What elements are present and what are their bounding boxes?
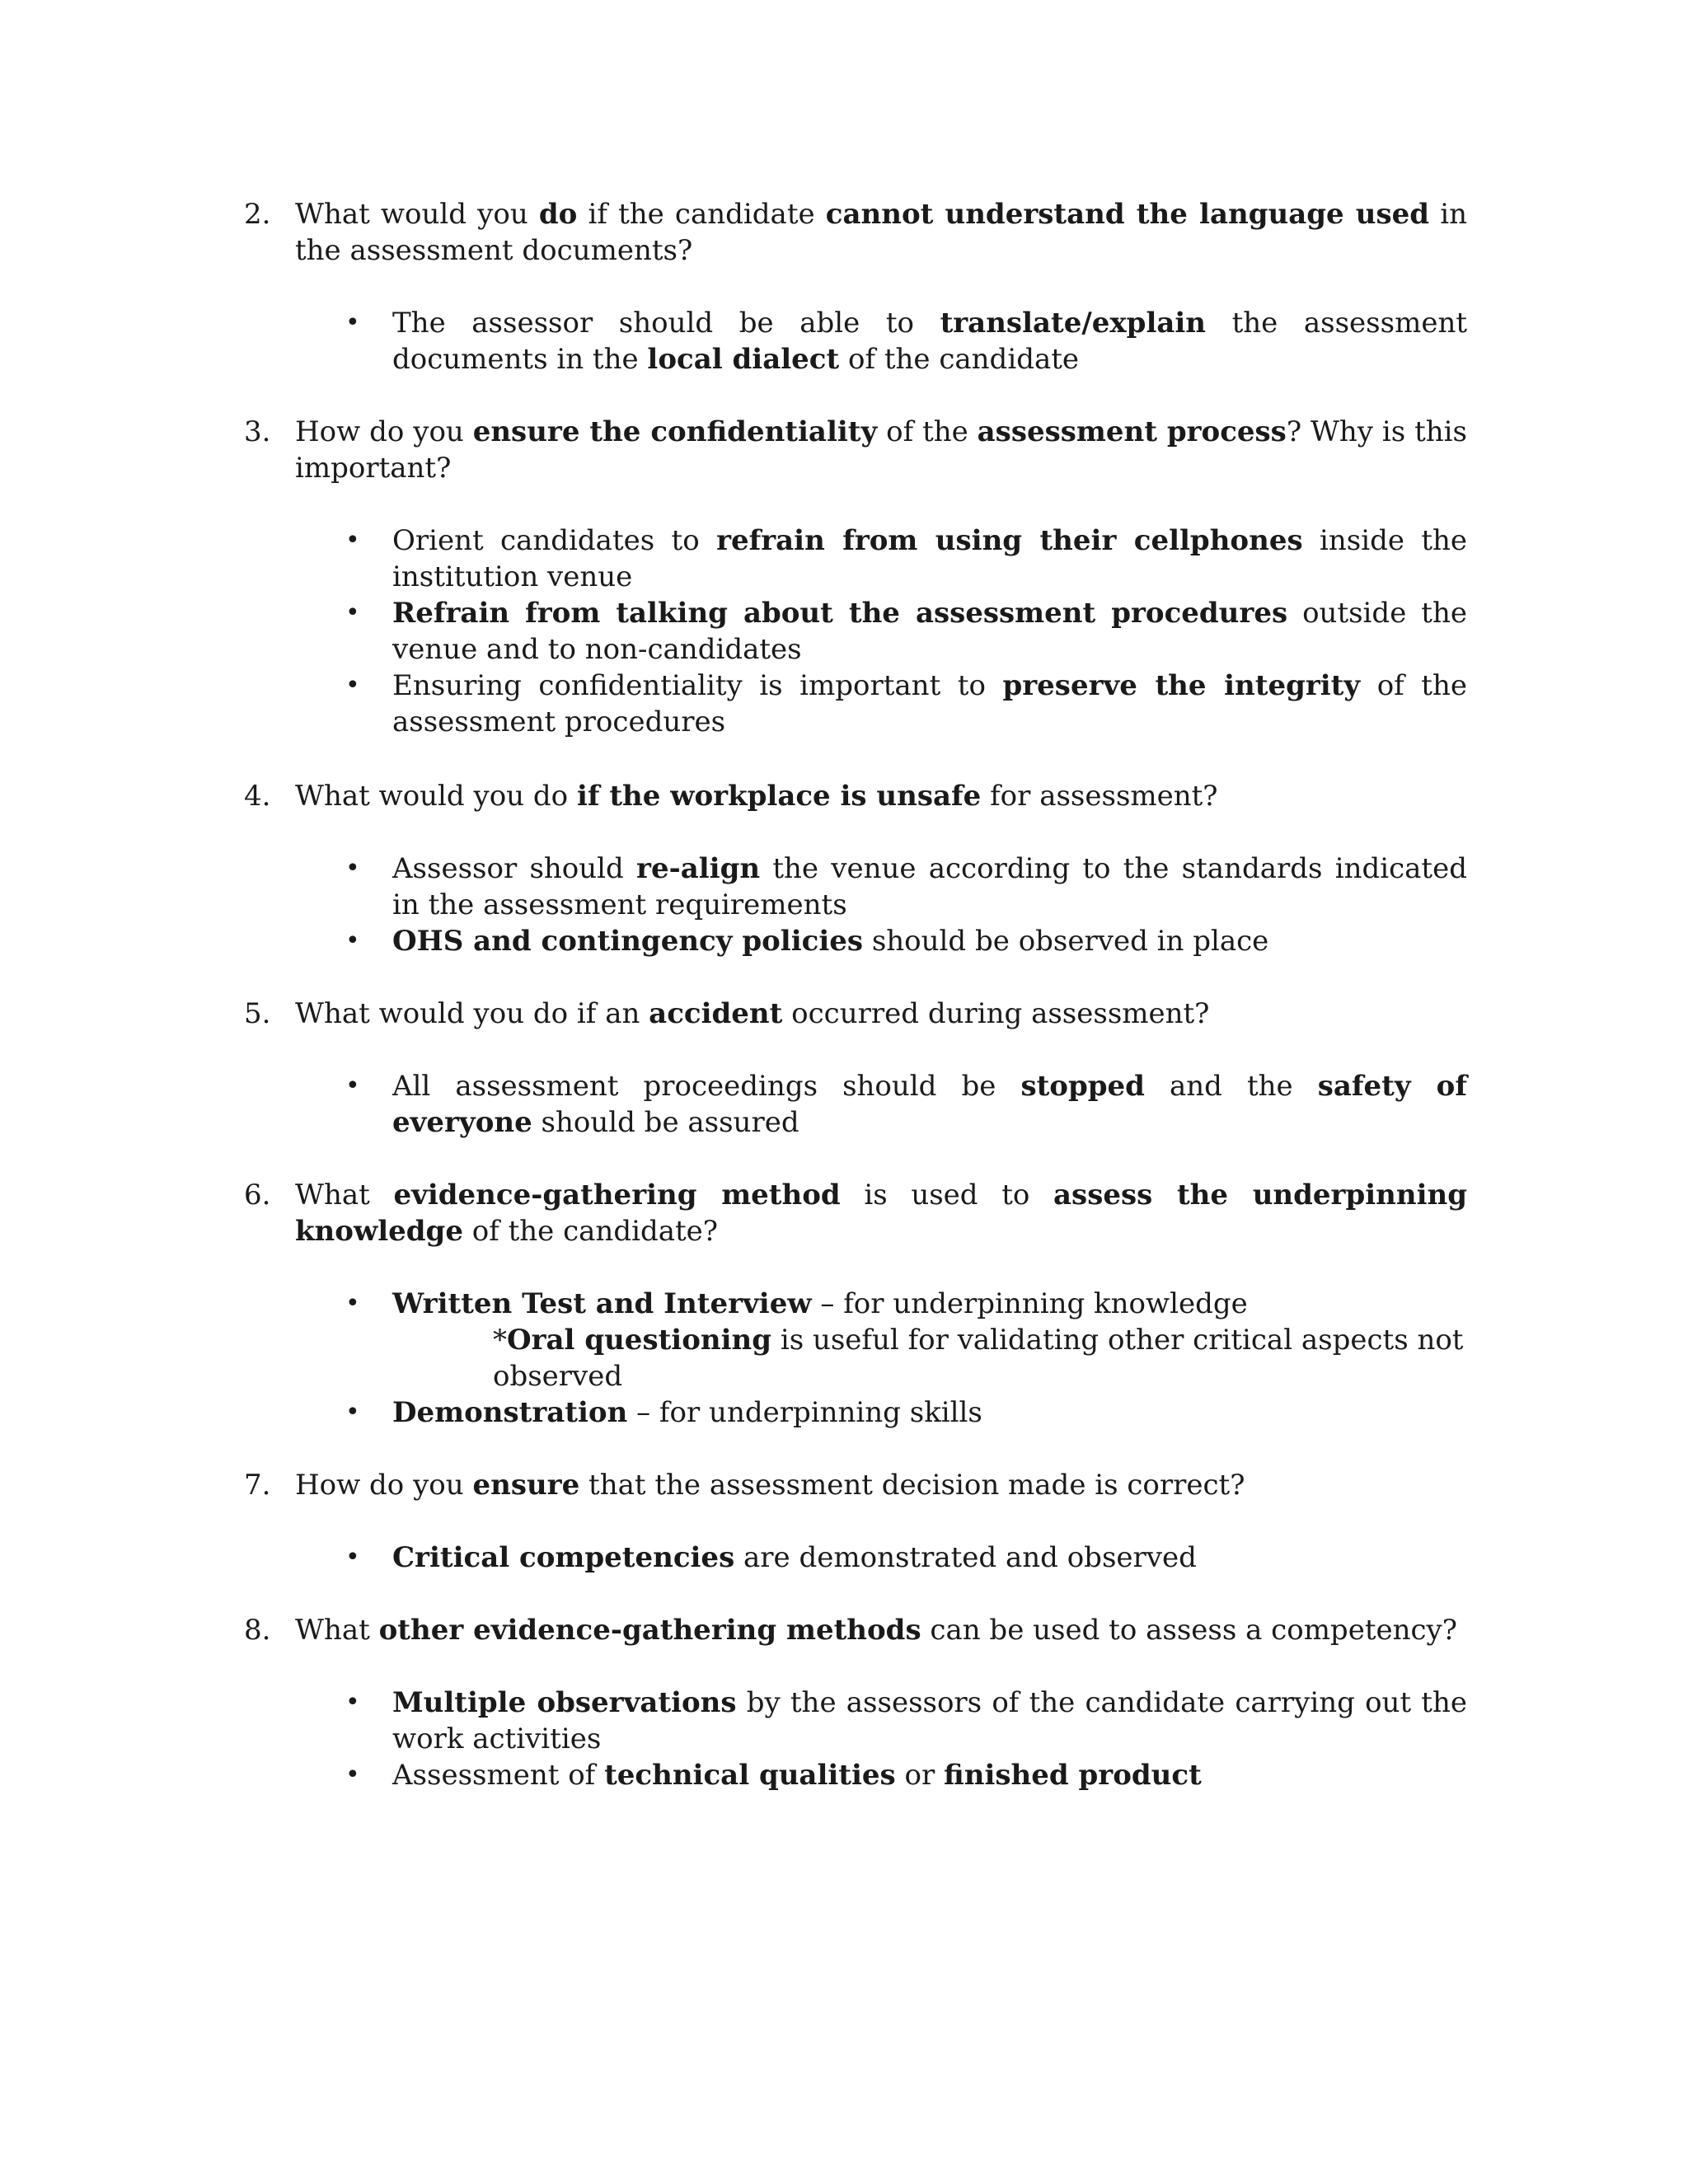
- list-item: • Orient candidates to refrain from using their cellphones inside the institution venue: [345, 524, 1468, 593]
- question-number: 6.: [244, 1179, 271, 1212]
- list-item: • The assessor should be able to translate/explain the assessment documents in the local dialect of the candidate: [345, 307, 1468, 376]
- answer-list-4: [341, 851, 1467, 959]
- list-item: • Critical competencies are demonstrated and observed: [345, 1541, 1197, 1574]
- bullet-icon: •: [345, 1688, 360, 1717]
- question-text: What would you do if the candidate cannot understand the language used in the assessment documents?: [295, 198, 1467, 267]
- list-item: • Assessment of technical qualities or finished product: [345, 1759, 1202, 1792]
- answer-list-2: [341, 305, 1467, 377]
- question-3: [244, 414, 1467, 486]
- question-number: 8.: [244, 1614, 271, 1647]
- list-item: • Written Test and Interview – for underpinning knowledge *Oral questioning is useful for validating other critical aspects not observed: [341, 1286, 1467, 1394]
- question-5: [244, 996, 1467, 1032]
- question-text: What evidence-gathering method is used to assess the underpinning knowledge of the candidate?: [295, 1179, 1467, 1248]
- answer-list-3: [341, 523, 1467, 740]
- question-4: [244, 778, 1467, 814]
- list-item: • Refrain from talking about the assessment procedures outside the venue and to non-candidates: [345, 597, 1467, 666]
- question-8: [244, 1612, 1467, 1648]
- question-number: 3.: [244, 415, 271, 448]
- answer-list-5: [341, 1068, 1467, 1141]
- question-2: [244, 196, 1467, 269]
- bullet-icon: •: [345, 854, 360, 883]
- bullet-icon: •: [345, 1071, 360, 1100]
- question-number: 2.: [244, 198, 271, 231]
- question-number: 4.: [244, 780, 271, 813]
- list-item: • All assessment proceedings should be stopped and the safety of everyone should be assured: [345, 1070, 1467, 1139]
- bullet-icon: •: [345, 1760, 360, 1789]
- list-item: • Assessor should re-align the venue according to the standards indicated in the assessment requirements: [345, 852, 1467, 921]
- list-item: • Ensuring confidentiality is important to preserve the integrity of the assessment procedures: [345, 669, 1467, 738]
- question-text: How do you ensure that the assessment decision made is correct?: [295, 1469, 1245, 1502]
- question-6: [244, 1177, 1467, 1249]
- answer-list-6: [341, 1286, 1467, 1431]
- question-number: 5.: [244, 997, 271, 1030]
- bullet-icon: •: [345, 671, 360, 700]
- note-text: *Oral questioning is useful for validating other critical aspects not observed: [493, 1324, 1464, 1393]
- question-text: What other evidence-gathering methods can be used to assess a competency?: [295, 1614, 1457, 1647]
- question-number: 7.: [244, 1469, 271, 1502]
- bullet-icon: •: [345, 926, 360, 955]
- bullet-icon: •: [345, 1398, 360, 1427]
- list-item: • Multiple observations by the assessors of the candidate carrying out the work activities: [345, 1686, 1467, 1755]
- answer-list-7: [341, 1540, 1467, 1576]
- answer-list-8: [341, 1685, 1467, 1793]
- question-text: How do you ensure the confidentiality of the assessment process? Why is this important?: [295, 415, 1467, 485]
- bullet-icon: •: [345, 526, 360, 555]
- bullet-icon: •: [345, 1543, 360, 1572]
- bullet-icon: •: [345, 598, 360, 627]
- bullet-icon: •: [345, 308, 360, 337]
- question-text: What would you do if the workplace is unsafe for assessment?: [295, 780, 1218, 813]
- list-item: • OHS and contingency policies should be observed in place: [345, 925, 1269, 958]
- question-text: What would you do if an accident occurred during assessment?: [295, 997, 1210, 1030]
- list-item: • Demonstration – for underpinning skills: [345, 1396, 982, 1429]
- bullet-icon: •: [345, 1289, 360, 1318]
- question-7: [244, 1467, 1467, 1503]
